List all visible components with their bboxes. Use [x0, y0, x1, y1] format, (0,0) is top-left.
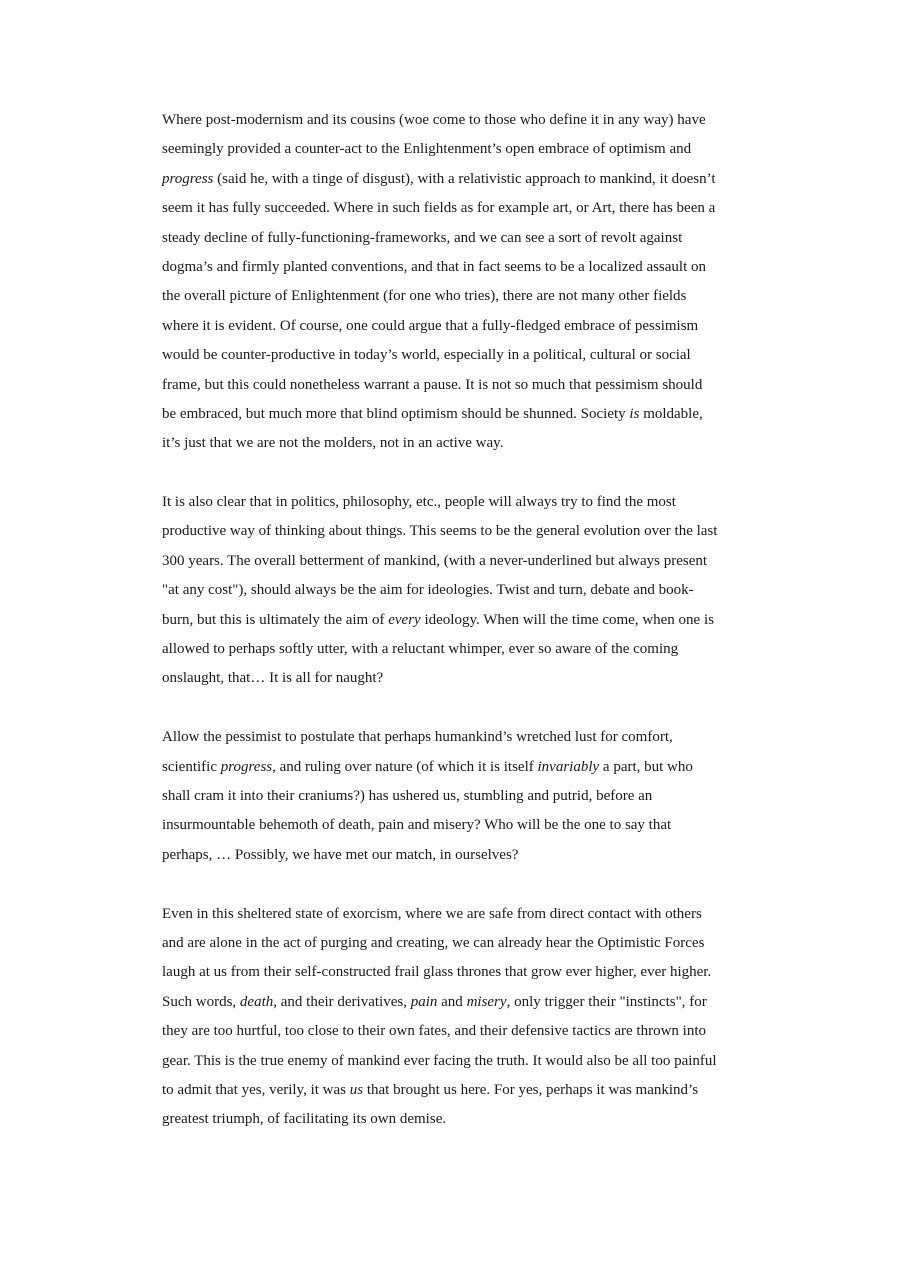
text-line [162, 224, 802, 253]
text-run: dogma’s and firmly planted conventions, and that in fact seems to be a localized assault on [162, 258, 707, 275]
text-line [162, 194, 802, 223]
text-line [162, 1076, 802, 1105]
text-line [162, 929, 802, 958]
text-run: onslaught, that… It is all for naught? [162, 670, 384, 687]
text-line [162, 488, 802, 517]
text-line [162, 135, 802, 164]
text-run: frame, but this could nonetheless warrant a pause. It is not so much that pessimism should [162, 376, 703, 393]
paragraph-gap [162, 694, 802, 723]
text-line [162, 664, 802, 693]
text-run: , and their derivatives, [273, 993, 411, 1010]
italic-text: death [239, 993, 274, 1010]
text-line [162, 371, 802, 400]
text-line [162, 282, 802, 311]
text-run: steady decline of fully-functioning-frameworks, and we can see a sort of revolt against [162, 229, 683, 246]
text-run: would be counter-productive in today’s world, especially in a political, cultural or social [162, 347, 691, 364]
text-run: seemingly provided a counter-act to the Enlightenment’s open embrace of optimism and [162, 141, 692, 158]
italic-text: progress [162, 170, 214, 187]
text-run: seem it has fully succeeded. Where in such fields as for example art, or Art, there has been a [162, 200, 716, 217]
text-run: (said he, with a tinge of disgust), with a relativistic approach to mankind, it doesn’t [213, 170, 716, 187]
text-line [162, 753, 802, 782]
text-run: insurmountable behemoth of death, pain and misery? Who will be the one to say that [162, 817, 672, 834]
paragraph-2 [162, 488, 802, 694]
text-line [162, 723, 802, 752]
text-line [162, 841, 802, 870]
text-run: ideology. When will the time come, when one is [420, 611, 714, 628]
text-line [162, 900, 802, 929]
text-line [162, 782, 802, 811]
text-run: productive way of thinking about things. This seems to be the general evolution over the last [162, 523, 718, 540]
text-line [162, 517, 802, 546]
text-run: It is also clear that in politics, philosophy, etc., people will always try to find the most [162, 494, 676, 511]
text-run: "at any cost"), should always be the aim for ideologies. Twist and turn, debate and book- [162, 582, 694, 599]
text-line [162, 811, 802, 840]
italic-text: is [629, 405, 640, 422]
text-run: , and ruling over nature (of which it is itself [272, 758, 538, 775]
text-line [162, 606, 802, 635]
paragraph-3 [162, 723, 802, 870]
text-run: where it is evident. Of course, one could argue that a fully-fledged embrace of pessimism [162, 317, 699, 334]
italic-text: misery [466, 993, 507, 1010]
text-run: to admit that yes, verily, it was [162, 1081, 350, 1098]
text-run: they are too hurtful, too close to their own fates, and their defensive tactics are thrown into [162, 1023, 706, 1040]
text-line [162, 988, 802, 1017]
text-line [162, 253, 802, 282]
paragraph-gap [162, 459, 802, 488]
text-line [162, 547, 802, 576]
text-run: moldable, [639, 405, 703, 422]
document-body [162, 106, 802, 1135]
text-run: allowed to perhaps softly utter, with a reluctant whimper, ever so aware of the coming [162, 641, 679, 658]
text-run: a part, but who [599, 758, 693, 775]
text-run: be embraced, but much more that blind optimism should be shunned. Society [162, 405, 630, 422]
italic-text: pain [410, 993, 438, 1010]
text-line [162, 429, 802, 458]
text-line [162, 635, 802, 664]
paragraph-gap [162, 870, 802, 899]
text-run: 300 years. The overall betterment of mankind, (with a never-underlined but always present [162, 552, 708, 569]
italic-text: progress [220, 758, 273, 775]
text-line [162, 400, 802, 429]
paragraph-1 [162, 106, 802, 459]
text-run: it’s just that we are not the molders, not in an active way. [162, 435, 504, 452]
text-line [162, 106, 802, 135]
text-run: gear. This is the true enemy of mankind ever facing the truth. It would also be all too painful [162, 1052, 717, 1069]
text-run: Such words, [162, 993, 240, 1010]
text-run: shall cram it into their craniums?) has ushered us, stumbling and putrid, before an [162, 787, 653, 804]
text-line [162, 1105, 802, 1134]
text-run: and [437, 993, 467, 1010]
text-run: greatest triumph, of facilitating its own demise. [162, 1111, 447, 1128]
text-line [162, 1047, 802, 1076]
italic-text: invariably [537, 758, 600, 775]
paragraph-4 [162, 900, 802, 1135]
text-line [162, 1017, 802, 1046]
text-line [162, 576, 802, 605]
italic-text: every [388, 611, 421, 628]
text-line [162, 165, 802, 194]
text-run: laugh at us from their self-constructed frail glass thrones that grow ever higher, ever higher. [162, 964, 712, 981]
italic-text: us [349, 1081, 364, 1098]
text-run: , only trigger their "instincts", for [506, 993, 707, 1010]
text-run: burn, but this is ultimately the aim of [162, 611, 389, 628]
text-line [162, 312, 802, 341]
text-run: Allow the pessimist to postulate that perhaps humankind’s wretched lust for comfort, [162, 729, 673, 746]
text-run: perhaps, … Possibly, we have met our match, in ourselves? [162, 846, 519, 863]
text-run: Even in this sheltered state of exorcism, where we are safe from direct contact with others [162, 905, 702, 922]
text-run: the overall picture of Enlightenment (for one who tries), there are not many other fields [162, 288, 687, 305]
text-run: and are alone in the act of purging and creating, we can already hear the Optimistic Forces [162, 934, 705, 951]
text-line [162, 958, 802, 987]
text-run: Where post-modernism and its cousins (woe come to those who define it in any way) have [162, 112, 706, 128]
text-run: scientific [162, 758, 221, 775]
text-line [162, 341, 802, 370]
text-run: that brought us here. For yes, perhaps it was mankind’s [363, 1081, 699, 1098]
